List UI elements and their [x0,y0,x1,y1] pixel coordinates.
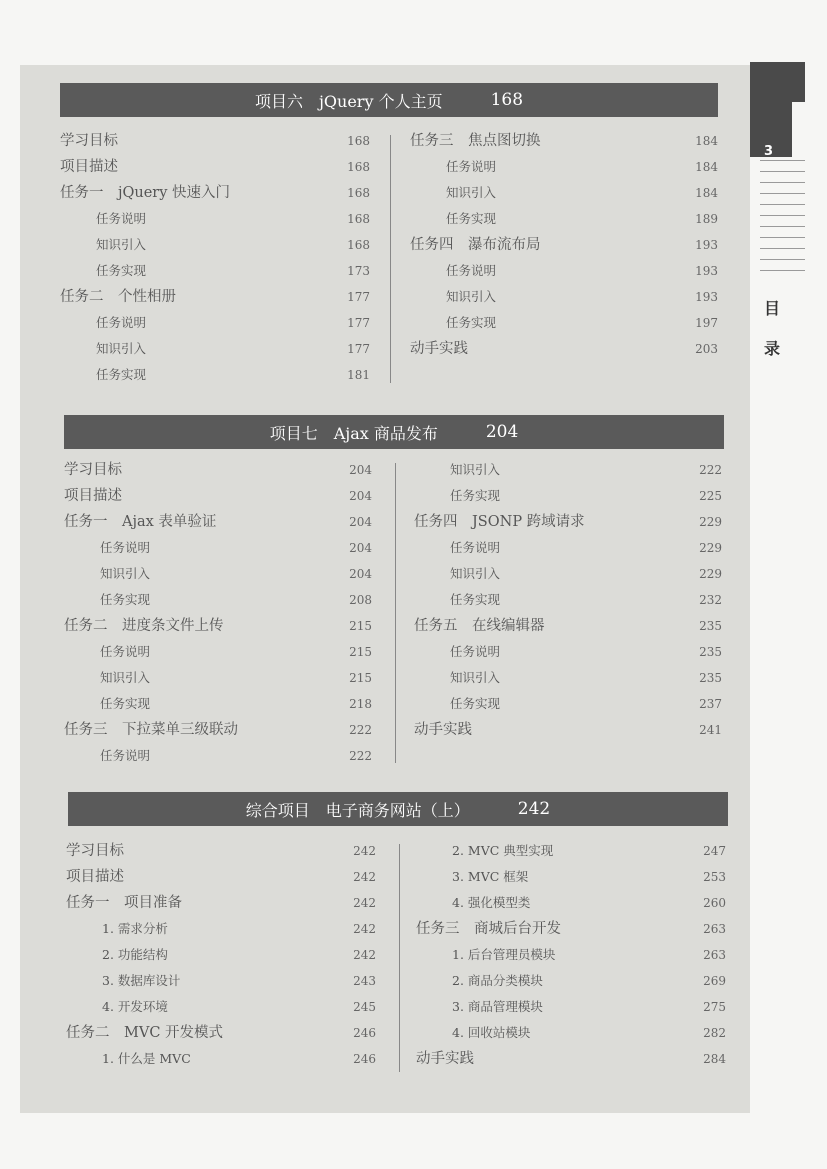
toc-entry-title: 项目描述 [60,159,118,175]
toc-entry-page: 229 [699,567,722,581]
toc-entry-page: 222 [699,463,722,477]
section-banner [68,792,728,826]
toc-entry[interactable] [60,154,370,180]
toc-entry[interactable] [66,864,376,890]
toc-entry-title: 4. 强化模型类 [452,895,531,910]
toc-entry-title: 任务说明 [96,211,147,226]
toc-entry[interactable] [410,336,718,362]
toc-entry-page: 204 [349,463,372,477]
toc-entry-page: 243 [353,974,376,988]
toc-subentry[interactable] [414,561,722,587]
toc-entry-page: 235 [699,645,722,659]
toc-entry-page: 222 [349,723,372,737]
toc-entry-page: 225 [699,489,722,503]
toc-entry-title: 知识引入 [100,566,151,581]
toc-entry-page: 184 [695,134,718,148]
toc-entry-title: 学习目标 [60,133,118,149]
toc-entry-page: 177 [347,290,370,304]
toc-entry-page: 193 [695,264,718,278]
toc-entry-page: 263 [703,948,726,962]
toc-entry-title: 任务一 jQuery 快速入门 [60,185,231,201]
toc-subentry[interactable] [66,1046,376,1072]
toc-entry-title: 任务说明 [450,540,501,555]
toc-entry-title: 4. 回收站模块 [452,1025,531,1040]
toc-entry-page: 204 [349,541,372,555]
toc-entry-title: 项目描述 [64,488,122,504]
toc-entry-page: 189 [695,212,718,226]
section-title: 项目七 Ajax 商品发布 [269,423,438,443]
toc-subentry[interactable] [416,994,726,1020]
toc-subentry[interactable] [66,916,376,942]
toc-entry-page: 237 [699,697,722,711]
toc-entry-title: 任务说明 [446,159,497,174]
side-label-char-1: 目 [764,299,781,318]
toc-entry-title: 任务三 下拉菜单三级联动 [64,722,238,738]
toc-subentry[interactable] [60,258,370,284]
chapter-tab [750,62,805,157]
toc-entry[interactable] [60,284,370,310]
toc-subentry[interactable] [416,864,726,890]
toc-entry-page: 215 [349,645,372,659]
toc-entry-title: 动手实践 [414,722,472,738]
toc-subentry[interactable] [410,154,718,180]
toc-entry-title: 任务二 个性相册 [60,289,176,305]
side-rule-lines [760,160,805,281]
toc-entry-title: 知识引入 [96,341,147,356]
toc-entry-page: 242 [353,948,376,962]
toc-entry-title: 任务四 瀑布流布局 [410,237,541,253]
toc-subentry[interactable] [410,310,718,336]
toc-entry[interactable] [416,916,726,942]
toc-entry-page: 229 [699,541,722,555]
toc-entry-title: 知识引入 [450,566,501,581]
toc-entry[interactable] [64,457,372,483]
toc-subentry[interactable] [60,310,370,336]
toc-entry-title: 任务说明 [96,315,147,330]
toc-subentry[interactable] [64,743,372,769]
toc-entry-title: 2. 功能结构 [102,947,168,962]
toc-entry-page: 184 [695,186,718,200]
chapter-number: 3 [764,144,774,159]
toc-entry-title: 任务实现 [446,315,497,330]
toc-entry-title: 动手实践 [416,1051,474,1067]
toc-entry-title: 4. 开发环境 [102,999,168,1014]
toc-entry-title: 任务说明 [100,748,151,763]
toc-entry-title: 任务三 商城后台开发 [416,921,561,937]
toc-entry-title: 任务说明 [100,644,151,659]
toc-entry[interactable] [64,717,372,743]
toc-entry-title: 3. 商品管理模块 [452,999,543,1014]
toc-entry-title: 知识引入 [446,289,497,304]
toc-entry-page: 235 [699,619,722,633]
toc-subentry[interactable] [66,968,376,994]
toc-entry-page: 275 [703,1000,726,1014]
section-page: 204 [485,422,519,442]
toc-entry-page: 197 [695,316,718,330]
toc-entry-page: 229 [699,515,722,529]
toc-subentry[interactable] [416,1020,726,1046]
toc-entry-title: 2. 商品分类模块 [452,973,543,988]
toc-entry-page: 218 [349,697,372,711]
toc-entry-title: 学习目标 [66,843,124,859]
toc-entry-title: 任务四 JSONP 跨域请求 [414,514,585,530]
toc-entry-page: 269 [703,974,726,988]
toc-entry-page: 260 [703,896,726,910]
toc-subentry[interactable] [410,206,718,232]
toc-entry-title: 1. 需求分析 [102,921,168,936]
column-divider [390,135,391,383]
section-page: 168 [490,90,524,110]
section-title: 综合项目 电子商务网站（上） [245,800,470,820]
toc-subentry[interactable] [64,535,372,561]
toc-entry-page: 203 [695,342,718,356]
toc-entry[interactable] [66,890,376,916]
toc-subentry[interactable] [416,968,726,994]
toc-entry-title: 3. MVC 框架 [452,869,529,884]
toc-entry[interactable] [64,509,372,535]
toc-entry-title: 3. 数据库设计 [102,973,181,988]
toc-entry-page: 208 [349,593,372,607]
toc-entry[interactable] [414,717,722,743]
toc-entry[interactable] [414,613,722,639]
toc-entry-page: 204 [349,567,372,581]
toc-subentry[interactable] [414,665,722,691]
toc-entry-title: 任务二 MVC 开发模式 [66,1025,224,1041]
side-label-char-2: 录 [764,339,781,358]
toc-subentry[interactable] [414,483,722,509]
section-banner [60,83,718,117]
toc-subentry[interactable] [414,639,722,665]
toc-entry-page: 242 [353,922,376,936]
toc-entry-title: 知识引入 [446,185,497,200]
toc-entry-page: 173 [347,264,370,278]
toc-entry-page: 168 [347,186,370,200]
toc-entry-page: 184 [695,160,718,174]
toc-entry-page: 242 [353,896,376,910]
toc-entry-title: 任务实现 [96,263,147,278]
toc-entry-page: 232 [699,593,722,607]
toc-subentry[interactable] [414,457,722,483]
toc-entry-title: 知识引入 [450,462,501,477]
toc-entry[interactable] [64,613,372,639]
toc-entry-title: 任务五 在线编辑器 [414,618,545,634]
toc-entry-title: 任务实现 [446,211,497,226]
toc-entry-page: 204 [349,515,372,529]
toc-entry-title: 项目描述 [66,869,124,885]
toc-entry-page: 246 [353,1026,376,1040]
toc-entry-page: 215 [349,671,372,685]
toc-entry-page: 181 [347,368,370,382]
toc-entry-page: 168 [347,134,370,148]
toc-entry-title: 1. 后台管理员模块 [452,947,556,962]
section-page: 242 [517,799,551,819]
toc-entry-page: 282 [703,1026,726,1040]
toc-entry-title: 任务实现 [96,367,147,382]
toc-subentry[interactable] [416,838,726,864]
toc-entry[interactable] [410,232,718,258]
toc-entry-title: 任务二 进度条文件上传 [64,618,224,634]
toc-entry-page: 204 [349,489,372,503]
toc-entry-page: 177 [347,316,370,330]
toc-entry-title: 动手实践 [410,341,468,357]
toc-entry[interactable] [60,128,370,154]
toc-entry-title: 1. 什么是 MVC [102,1051,191,1066]
toc-entry-page: 245 [353,1000,376,1014]
toc-entry-title: 任务实现 [100,696,151,711]
toc-subentry[interactable] [64,561,372,587]
toc-entry-page: 253 [703,870,726,884]
toc-entry[interactable] [60,180,370,206]
toc-entry[interactable] [64,483,372,509]
toc-entry-title: 任务一 Ajax 表单验证 [64,514,217,530]
column-divider [395,463,396,763]
toc-entry-page: 168 [347,238,370,252]
toc-entry-title: 任务实现 [450,488,501,503]
toc-subentry[interactable] [410,258,718,284]
toc-subentry[interactable] [416,942,726,968]
toc-entry[interactable] [410,128,718,154]
toc-entry-title: 任务实现 [100,592,151,607]
toc-subentry[interactable] [64,639,372,665]
column-divider [399,844,400,1072]
toc-subentry[interactable] [60,336,370,362]
toc-entry-page: 242 [353,844,376,858]
toc-entry-page: 235 [699,671,722,685]
toc-entry-page: 263 [703,922,726,936]
toc-entry-title: 任务说明 [100,540,151,555]
toc-entry-title: 学习目标 [64,462,122,478]
toc-entry-title: 知识引入 [100,670,151,685]
toc-entry-title: 知识引入 [96,237,147,252]
toc-entry[interactable] [66,1020,376,1046]
toc-entry-page: 247 [703,844,726,858]
toc-entry-page: 168 [347,160,370,174]
toc-entry-title: 任务一 项目准备 [66,895,182,911]
section-title: 项目六 jQuery 个人主页 [254,91,443,111]
toc-subentry[interactable] [414,535,722,561]
toc-entry-title: 知识引入 [450,670,501,685]
toc-subentry[interactable] [416,890,726,916]
toc-subentry[interactable] [64,691,372,717]
toc-entry-page: 168 [347,212,370,226]
toc-subentry[interactable] [66,994,376,1020]
toc-entry-page: 242 [353,870,376,884]
toc-entry-page: 241 [699,723,722,737]
toc-entry-page: 193 [695,238,718,252]
toc-entry-page: 246 [353,1052,376,1066]
toc-entry-page: 193 [695,290,718,304]
toc-subentry[interactable] [60,232,370,258]
toc-entry[interactable] [416,1046,726,1072]
toc-entry-page: 284 [703,1052,726,1066]
toc-subentry[interactable] [410,180,718,206]
toc-subentry[interactable] [410,284,718,310]
toc-subentry[interactable] [60,362,370,388]
toc-entry-page: 222 [349,749,372,763]
toc-entry-title: 任务说明 [446,263,497,278]
section-banner [64,415,724,449]
toc-subentry[interactable] [64,665,372,691]
tab-notch [792,102,805,157]
toc-subentry[interactable] [60,206,370,232]
toc-entry-title: 任务三 焦点图切换 [410,133,541,149]
toc-entry-title: 任务说明 [450,644,501,659]
toc-entry-page: 177 [347,342,370,356]
toc-entry[interactable] [414,509,722,535]
toc-entry-title: 2. MVC 典型实现 [452,843,554,858]
toc-entry-title: 任务实现 [450,696,501,711]
toc-subentry[interactable] [414,587,722,613]
toc-subentry[interactable] [64,587,372,613]
toc-subentry[interactable] [66,942,376,968]
toc-entry[interactable] [66,838,376,864]
toc-entry-page: 215 [349,619,372,633]
toc-subentry[interactable] [414,691,722,717]
toc-entry-title: 任务实现 [450,592,501,607]
